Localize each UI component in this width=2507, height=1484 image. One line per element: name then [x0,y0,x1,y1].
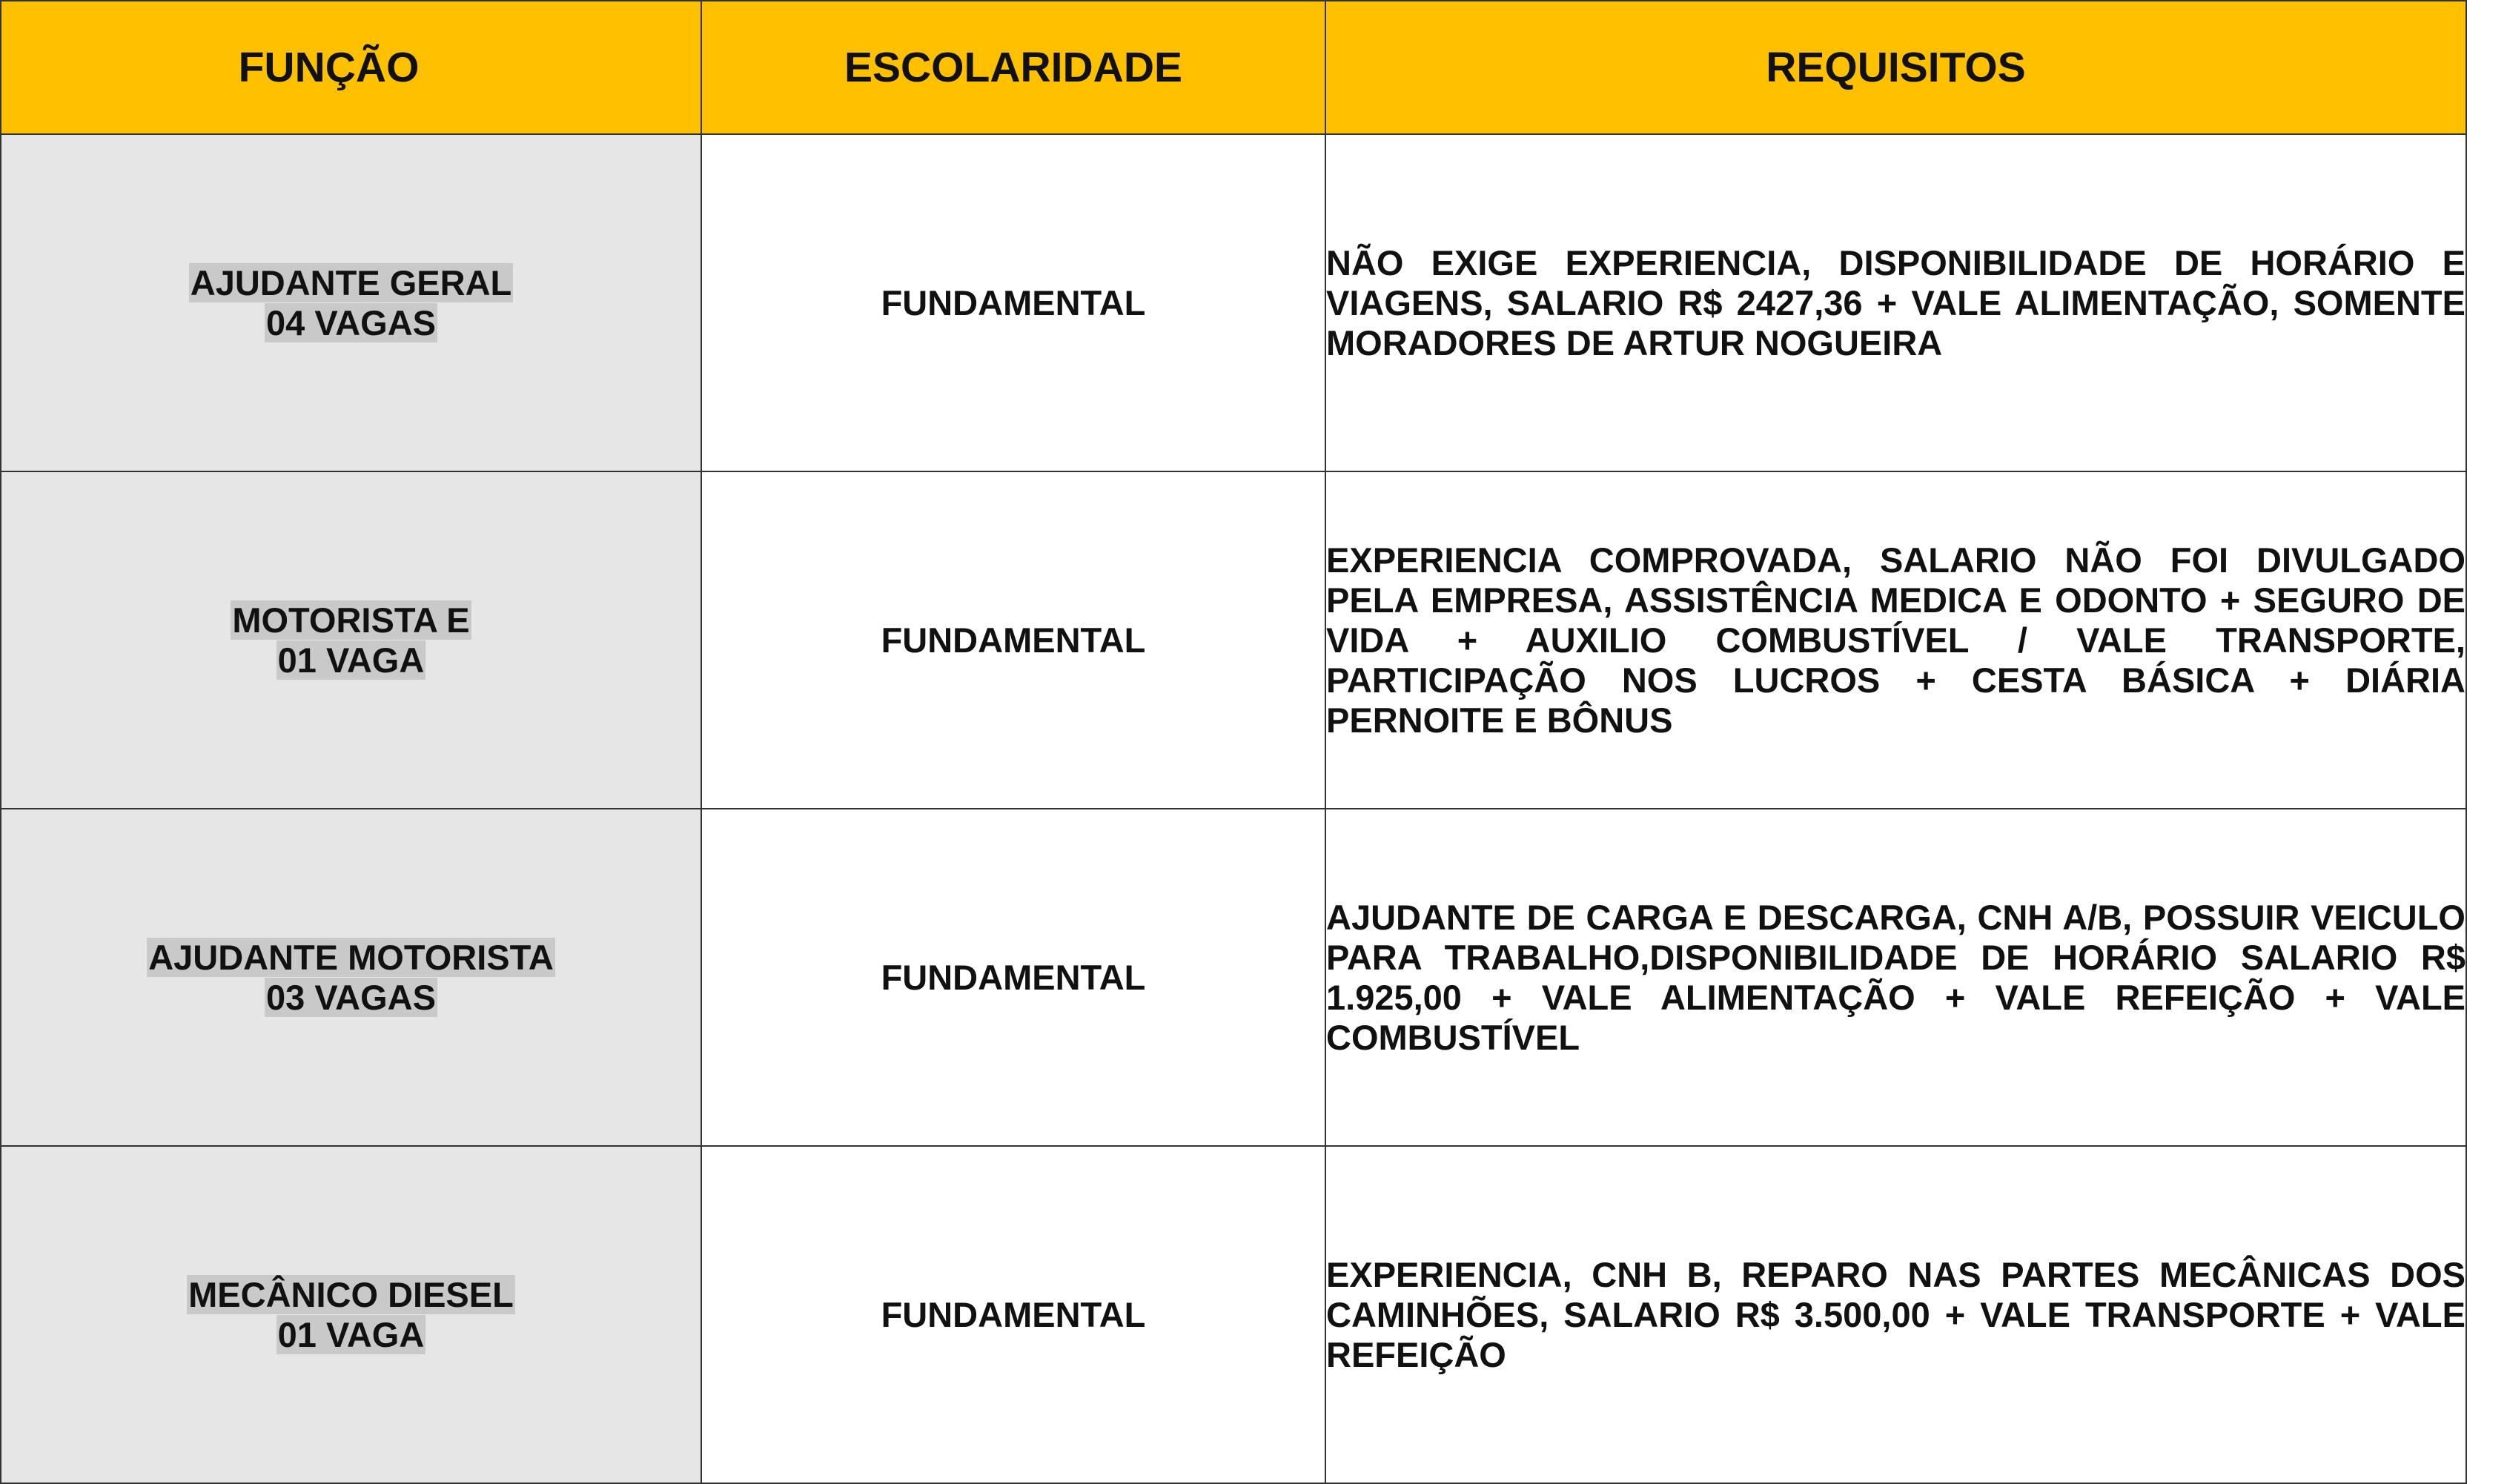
requisitos-text: AJUDANTE DE CARGA E DESCARGA, CNH A/B, POSSUIR VEICULO PARA TRABALHO,DISPONIBILIDADE DE HORÁRIO SALARIO R$ 1.925,00 + VALE ALIMENTAÇÃO + VALE REFEIÇÃO + VALE COMBUSTÍVEL [1326,897,2465,1057]
escolaridade-cell: FUNDAMENTAL [701,134,1325,471]
vagas-count: 03 VAGAS [265,977,436,1017]
funcao-cell [1,134,701,471]
escolaridade-cell: FUNDAMENTAL [701,1146,1325,1483]
table-row [1,809,2466,1146]
escolaridade-cell: FUNDAMENTAL [701,471,1325,809]
table-header-row [1,1,2466,134]
header-escolaridade-label: ESCOLARIDADE [844,44,1183,91]
requisitos-text: EXPERIENCIA, CNH B, REPARO NAS PARTES MECÂNICAS DOS CAMINHÕES, SALARIO R$ 3.500,00 + VALE TRANSPORTE + VALE REFEIÇÃO [1326,1254,2465,1374]
funcao-title: MECÂNICO DIESEL [188,1274,514,1314]
header-requisitos-label: REQUISITOS [1766,44,2026,91]
requisitos-cell [1325,471,2466,809]
requisitos-text: EXPERIENCIA COMPROVADA, SALARIO NÃO FOI DIVULGADO PELA EMPRESA, ASSISTÊNCIA MEDICA E ODONTO + SEGURO DE VIDA + AUXILIO COMBUSTÍVEL / VALE TRANSPORTE, PARTICIPAÇÃO NOS LUCROS + CESTA BÁSICA + DIÁRIA PERNOITE E BÔNUS [1326,540,2465,740]
header-requisitos [1325,1,2466,134]
escolaridade-cell: FUNDAMENTAL [701,809,1325,1146]
header-escolaridade [701,1,1325,134]
vagas-count: 01 VAGA [277,640,425,680]
table-row [1,471,2466,809]
funcao-title: MOTORISTA E [232,600,470,640]
header-funcao-label: FUNÇÃO [238,44,420,91]
requisitos-text: NÃO EXIGE EXPERIENCIA, DISPONIBILIDADE DE HORÁRIO E VIAGENS, SALARIO R$ 2427,36 + VALE ALIMENTAÇÃO, SOMENTE MORADORES DE ARTUR NOGUEIRA [1326,242,2465,362]
funcao-cell [1,809,701,1146]
header-funcao [1,1,701,134]
table-row [1,134,2466,471]
funcao-cell [1,1146,701,1483]
funcao-title: AJUDANTE GERAL [190,262,512,302]
vagas-count: 04 VAGAS [266,302,436,342]
requisitos-cell [1325,134,2466,471]
funcao-cell [1,471,701,809]
funcao-title: AJUDANTE MOTORISTA [148,937,554,977]
requisitos-cell [1325,809,2466,1146]
vagas-count: 01 VAGA [277,1314,425,1354]
requisitos-cell [1325,1146,2466,1483]
table-row [1,1146,2466,1483]
